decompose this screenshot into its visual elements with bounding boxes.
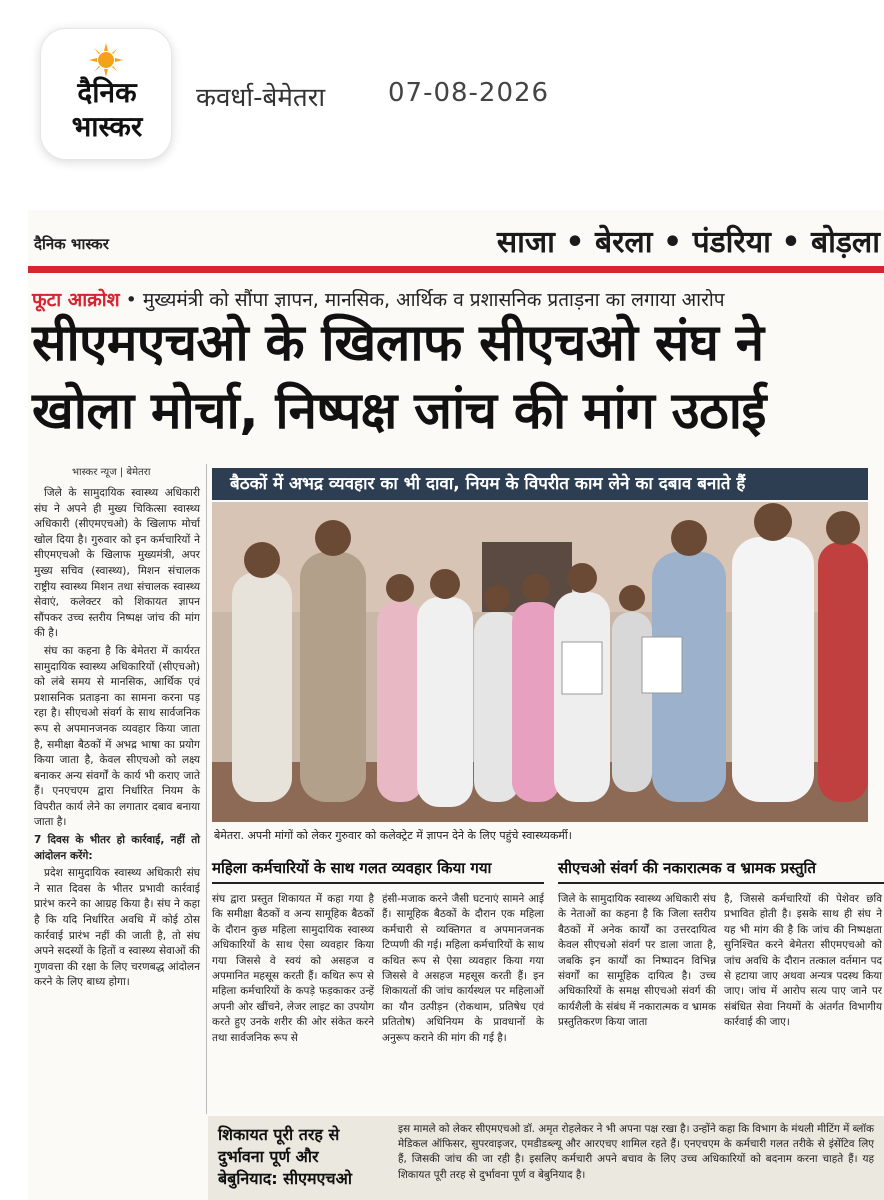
masthead-brand: दैनिक भास्कर (34, 235, 109, 253)
masthead-towns: साजा • बेरला • पंडरिया • बोड़ला (496, 225, 880, 260)
lead-paragraph-1: जिले के सामुदायिक स्वास्थ्य अधिकारी संघ ने अपने ही मुख्य चिकित्सा स्वास्थ्य अधिकारी (सीएमएचओ) के खिलाफ मोर्चा खोल दिया है। गुरुवार को इन कर्मचारियों ने सीएमएचओ के खिलाफ मुख्यमंत्री, अपर मुख्य सचिव (स्वास्थ्य), मिशन संचालक राष्ट्रीय स्वास्थ्य मिशन तथा संचालक स्वास्थ्य सेवाएं, कलेक्टर को शिकायत ज्ञापन सौंपकर उच्च स्तरीय निष्पक्ष जांच की मांग की है। (34, 487, 200, 640)
subhead-cho-presentation: सीएचओ संवर्ग की नकारात्मक व भ्रामक प्रस्तुति (558, 859, 816, 877)
kicker (32, 286, 725, 312)
headline-line2: खोला मोर्चा, निष्पक्ष जांच की मांग उठाई (32, 382, 766, 441)
sun-icon (89, 43, 123, 77)
subhead-women-staff: महिला कर्मचारियों के साथ गलत व्यवहार किया गया (212, 859, 492, 877)
photo-caption: बेमेतरा. अपनी मांगों को लेकर गुरुवार को कलेक्ट्रेट में ज्ञापन देने के लिए पहुंचे स्वास्थ्यकर्मी। (214, 829, 572, 842)
kicker-label: फूटा आक्रोश (32, 289, 120, 311)
subhead-rule-1 (212, 882, 544, 884)
app-header (0, 0, 884, 190)
edition-name: कवर्धा-बेमेतरा (196, 83, 326, 113)
cmho-quote-heading: शिकायत पूरी तरह से दुर्भावना पूर्ण और बेबुनियाद: सीएमएचओ (218, 1125, 352, 1188)
cmho-response-box (208, 1116, 884, 1200)
sub2-column-1: जिले के सामुदायिक स्वास्थ्य अधिकारी संघ के नेताओं का कहना है कि जिला स्तरीय बैठकों में अनेक कार्यों का उत्तरदायित्व केवल सीएचओ संवर्ग पर डाला जाता है, जबकि इन कार्यों का निष्पादन विभिन्न संवर्गों का सामूहिक दायित्व है। उच्च अधिकारियों के समक्ष सीएचओ संवर्ग की कार्यशैली के संबंध में नकारात्मक व भ्रामक प्रस्तुतिकरण किया जाता (558, 893, 716, 1029)
group-photo (212, 502, 868, 822)
subhead-rule-2 (558, 882, 884, 884)
masthead (28, 220, 884, 260)
lead-paragraph-3: प्रदेश सामुदायिक स्वास्थ्य अधिकारी संघ ने सात दिवस के भीतर प्रभावी कार्रवाई प्रारंभ करने का आग्रह किया है। संघ ने कहा है कि यदि निर्धारित अवधि में कोई ठोस कार्रवाई प्रारंभ नहीं की जाती है, तो संघ अपने सदस्यों के हितों व स्वास्थ्य सेवाओं की गुणवत्ता की रक्षा के लिए चरणबद्ध आंदोलन करने के लिए बाध्य होगा। (34, 867, 200, 989)
lead-paragraph-2: संघ का कहना है कि बेमेतरा में कार्यरत सामुदायिक स्वास्थ्य अधिकारियों (सीएचओ) को लंबे समय से मानसिक, आर्थिक एवं प्रशासनिक प्रताड़ना का सामना करना पड़ रहा है। सीएचओ संवर्ग के साथ सार्वजनिक रूप से अपमानजनक व्यवहार किया जाता है, समीक्षा बैठकों में अभद्र भाषा का प्रयोग किया जाता है, केवल सीएचओ को लक्ष्य बनाकर अन्य संवर्गों के कार्य भी कराए जाते हैं। एनएचएम द्वारा निर्धारित नियम के विपरीत कार्य लेने का लगातार दबाव बनाया जाता है। (34, 644, 200, 829)
logo-text-line2: भास्कर (71, 110, 143, 143)
edition-date: 07-08-2026 (388, 78, 550, 108)
masthead-rule (28, 266, 884, 273)
lead-subhead: 7 दिवस के भीतर हो कार्रवाई, नहीं तो आंदोलन करेंगे: (34, 834, 200, 862)
sub2-column-2: है, जिससे कर्मचारियों की पेशेवर छवि प्रभावित होती है। इसके साथ ही संघ ने यह भी मांग की है कि जांच की निष्पक्षता सुनिश्चित करने बेमेतरा सीएमएचओ को जांच अवधि के दौरान तत्काल वर्तमान पद से हटाया जाए अथवा अन्यत्र पदस्थ किया जाए। जांच में आरोप सत्य पाए जाने पर संबंधित सेवा नियमों के अंतर्गत विभागीय कार्रवाई की जाए। (724, 893, 882, 1029)
sub1-column-2: हंसी-मजाक करने जैसी घटनाएं सामने आई हैं। सामूहिक बैठकों के दौरान एक महिला कर्मचारी से व्यक्तिगत व अपमानजनक टिप्पणी की गई। महिला कर्मचारियों के साथ कथित रूप से ऐसा व्यवहार किया गया जिससे वे असहज महसूस करती हैं। इन शिकायतों की जांच कार्यस्थल पर महिलाओं का यौन उत्पीड़न (रोकथाम, प्रतिषेध एवं प्रतितोष) अधिनियम के प्रावधानों के अनुरूप कराने की मांग की गई है। (382, 893, 544, 1044)
kicker-text: • मुख्यमंत्री को सौंपा ज्ञापन, मानसिक, आर्थिक व प्रशासनिक प्रताड़ना का लगाया आरोप (125, 289, 725, 311)
sub1-column-1: संघ द्वारा प्रस्तुत शिकायत में कहा गया है कि समीक्षा बैठकों व अन्य सामूहिक बैठकों के दौरान कुछ महिला सामुदायिक स्वास्थ्य अधिकारियों के साथ ऐसा व्यवहार किया गया जिससे वे स्वयं को असहज व अपमानित महसूस करती हैं। कथित रूप से महिला कर्मचारियों के कपड़े फड़काकर उन्हें अपनी ओर खींचने, लेजर लाइट का उपयोग करते हुए उनके शरीर की ओर संकेत करने तथा सार्वजनिक रूप से (212, 893, 374, 1044)
cmho-response-text: इस मामले को लेकर सीएमएचओ डॉ. अमृत रोहलेकर ने भी अपना पक्ष रखा है। उन्होंने कहा कि विभाग के मंथली मीटिंग में ब्लॉक मेडिकल ऑफिसर, सुपरवाइजर, एमडीडब्ल्यू और आरएचए शामिल रहते हैं। एनएचएम के कर्मचारी गलत तरीके से इंसेंटिव लिए हैं, जिसकी जांच की जा रही है। इसलिए कर्मचारी अपने बचाव के लिए उच्च अधिकारियों को बदनाम करना चाहते हैं। यह शिकायत पूरी तरह से दुर्भावना पूर्ण व बेबुनियाद है। (398, 1123, 874, 1181)
lead-column (34, 486, 200, 993)
logo-text-line1: दैनिक (77, 76, 137, 109)
photo-strap: बैठकों में अभद्र व्यवहार का भी दावा, नियम के विपरीत काम लेने का दबाव बनाते हैं (212, 468, 868, 500)
newspaper-page (28, 210, 884, 1200)
dainik-bhaskar-logo[interactable] (40, 28, 172, 160)
headline-line1: सीएमएचओ के खिलाफ सीएचओ संघ ने (32, 314, 764, 373)
dateline: भास्कर न्यूज | बेमेतरा (72, 467, 151, 478)
column-divider (206, 464, 207, 1114)
